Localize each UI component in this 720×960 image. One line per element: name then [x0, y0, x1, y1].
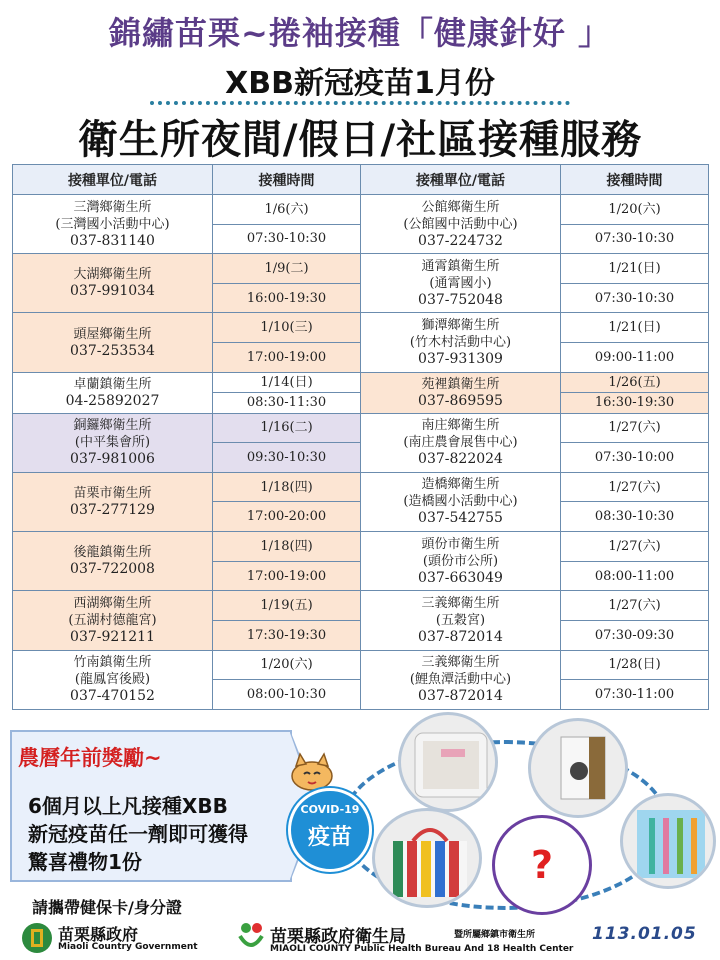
- table-header-row: [13, 165, 709, 195]
- unit-cell-left: [13, 591, 213, 650]
- covid-vaccine-badge: [288, 788, 372, 872]
- date-cell-right: 1/27(六): [561, 591, 709, 621]
- date-cell-right: 1/21(日): [561, 313, 709, 343]
- unit-cell-left: [13, 372, 213, 413]
- unit-venue: (竹木村活動中心): [409, 335, 512, 351]
- mystery-gift-question: ?: [492, 815, 592, 915]
- unit-venue: (通霄國小): [429, 275, 492, 291]
- promo-line-3: 驚喜禮物1份: [28, 850, 142, 874]
- vaccination-schedule-table: [12, 164, 709, 710]
- unit-name: 三義鄉衛生所: [421, 595, 500, 611]
- header-time-left: 接種時間: [213, 165, 361, 195]
- date-cell-left: 1/18(四): [213, 472, 361, 502]
- date-cell-right: 1/27(六): [561, 532, 709, 562]
- date-cell-left: 1/9(二): [213, 254, 361, 284]
- date-cell-left: 1/19(五): [213, 591, 361, 621]
- unit-phone: 037-253534: [70, 342, 155, 359]
- unit-venue: (公館國中活動中心): [403, 216, 518, 232]
- unit-name: 大湖鄉衛生所: [73, 267, 152, 283]
- time-cell-left: 08:30-11:30: [213, 393, 361, 414]
- dotted-divider: [150, 101, 570, 105]
- table-body: [13, 195, 709, 710]
- unit-phone: 037-872014: [418, 628, 503, 645]
- unit-phone: 037-752048: [418, 291, 503, 308]
- date-cell-left: 1/16(二): [213, 413, 361, 443]
- header-unit-left: 接種單位/電話: [13, 165, 213, 195]
- date-cell-right: 1/28(日): [561, 650, 709, 680]
- unit-name: 西湖鄉衛生所: [73, 595, 152, 611]
- time-cell-left: 16:00-19:30: [213, 283, 361, 313]
- promo-line-1: 6個月以上凡接種XBB: [28, 794, 228, 818]
- unit-cell-right: [361, 313, 561, 372]
- gift-bag-image: [372, 808, 482, 908]
- unit-venue: (鯉魚潭活動中心): [409, 672, 512, 688]
- time-cell-right: 07:30-11:00: [561, 680, 709, 710]
- government-name-en: Miaoli Country Government: [58, 942, 198, 952]
- unit-name: 卓蘭鎮衛生所: [73, 376, 152, 392]
- health-bureau-logo: [236, 920, 266, 954]
- county-government-logo: [20, 920, 54, 956]
- unit-venue: (三灣國小活動中心): [55, 216, 170, 232]
- time-cell-left: 17:00-19:00: [213, 343, 361, 373]
- unit-phone: 037-869595: [418, 392, 503, 409]
- unit-phone: 037-931309: [418, 351, 503, 368]
- unit-name: 頭份市衛生所: [421, 536, 500, 552]
- unit-phone: 037-277129: [70, 501, 155, 518]
- page-title-slogan: 錦繡苗栗~捲袖接種「健康針好 」: [109, 14, 611, 52]
- badge-top-text: COVID-19: [300, 803, 360, 816]
- unit-phone: 037-831140: [70, 232, 155, 249]
- unit-name: 南庄鄉衛生所: [421, 418, 500, 434]
- unit-cell-left: [13, 313, 213, 372]
- unit-cell-left: [13, 650, 213, 709]
- table-row: [13, 413, 709, 443]
- time-cell-left: 08:00-10:30: [213, 680, 361, 710]
- promo-title: 農曆年前獎勵~: [18, 746, 162, 770]
- bring-id-note: 請攜帶健保卡/身分證: [32, 898, 182, 917]
- header-time-right: 接種時間: [561, 165, 709, 195]
- unit-name: 銅鑼鄉衛生所: [73, 418, 152, 434]
- unit-phone: 037-991034: [70, 283, 155, 300]
- date-cell-left: 1/18(四): [213, 532, 361, 562]
- table-row: [13, 313, 709, 343]
- unit-venue: (中平集會所): [74, 435, 151, 451]
- table-row: [13, 532, 709, 562]
- unit-cell-right: [361, 254, 561, 313]
- time-cell-right: 07:30-10:30: [561, 224, 709, 254]
- unit-cell-left: [13, 472, 213, 531]
- unit-cell-right: [361, 195, 561, 254]
- unit-phone: 037-822024: [418, 451, 503, 468]
- gift-box-image: [528, 718, 628, 818]
- unit-name: 苗栗市衛生所: [73, 485, 152, 501]
- date-cell-right: 1/20(六): [561, 195, 709, 225]
- unit-phone: 037-921211: [70, 628, 155, 645]
- table-row: [13, 254, 709, 284]
- table-row: [13, 472, 709, 502]
- unit-name: 公館鄉衛生所: [421, 199, 500, 215]
- unit-cell-right: [361, 372, 561, 413]
- time-cell-left: 07:30-10:30: [213, 224, 361, 254]
- date-cell-right: 1/21(日): [561, 254, 709, 284]
- unit-venue: (五湖村德龍宮): [68, 612, 157, 628]
- unit-cell-left: [13, 532, 213, 591]
- unit-phone: 037-470152: [70, 688, 155, 705]
- date-cell-left: 1/14(日): [213, 372, 361, 393]
- unit-name: 造橋鄉衛生所: [421, 477, 500, 493]
- unit-name: 苑裡鎮衛生所: [421, 376, 500, 392]
- unit-name: 三灣鄉衛生所: [73, 199, 152, 215]
- unit-phone: 037-663049: [418, 569, 503, 586]
- unit-cell-left: [13, 413, 213, 472]
- date-cell-right: 1/26(五): [561, 372, 709, 393]
- unit-venue: (南庄農會展售中心): [403, 435, 518, 451]
- unit-cell-left: [13, 195, 213, 254]
- unit-name: 三義鄉衛生所: [421, 655, 500, 671]
- unit-name: 通霄鎮衛生所: [421, 258, 500, 274]
- unit-venue: (造橋國小活動中心): [403, 494, 518, 510]
- time-cell-right: 08:00-11:00: [561, 561, 709, 591]
- unit-cell-right: [361, 532, 561, 591]
- unit-phone: 037-872014: [418, 688, 503, 705]
- time-cell-right: 08:30-10:30: [561, 502, 709, 532]
- unit-venue: (五穀宮): [435, 612, 486, 628]
- table-row: [13, 195, 709, 225]
- health-bureau-name: 苗栗縣政府衛生局: [270, 927, 406, 947]
- unit-name: 頭屋鄉衛生所: [73, 326, 152, 342]
- gift-towel-image: [398, 712, 498, 812]
- date-cell-left: 1/10(三): [213, 313, 361, 343]
- unit-cell-right: [361, 472, 561, 531]
- date-cell-right: 1/27(六): [561, 472, 709, 502]
- time-cell-left: 09:30-10:30: [213, 443, 361, 473]
- gift-toothbrush-image: [620, 793, 716, 889]
- page-title-service: 衛生所夜間/假日/社區接種服務: [77, 117, 643, 163]
- unit-name: 竹南鎮衛生所: [73, 655, 152, 671]
- time-cell-left: 17:00-20:00: [213, 502, 361, 532]
- unit-venue: (頭份市公所): [422, 553, 499, 569]
- publish-date: 113.01.05: [592, 924, 697, 944]
- date-cell-left: 1/6(六): [213, 195, 361, 225]
- unit-phone: 037-722008: [70, 561, 155, 578]
- date-cell-right: 1/27(六): [561, 413, 709, 443]
- unit-cell-right: [361, 650, 561, 709]
- cat-mascot-icon: [288, 752, 336, 792]
- time-cell-right: 07:30-10:00: [561, 443, 709, 473]
- unit-venue: (龍鳳宮後殿): [74, 672, 151, 688]
- unit-cell-right: [361, 591, 561, 650]
- unit-name: 後龍鎮衛生所: [73, 545, 152, 561]
- time-cell-right: 07:30-09:30: [561, 620, 709, 650]
- promo-line-2: 新冠疫苗任一劑即可獲得: [28, 822, 248, 846]
- health-bureau-name-en: MIAOLI COUNTY Public Health Bureau And 18 Health Center: [270, 944, 574, 954]
- unit-phone: 037-542755: [418, 510, 503, 527]
- time-cell-right: 07:30-10:30: [561, 283, 709, 313]
- time-cell-right: 09:00-11:00: [561, 343, 709, 373]
- unit-cell-right: [361, 413, 561, 472]
- unit-phone: 037-981006: [70, 451, 155, 468]
- date-cell-left: 1/20(六): [213, 650, 361, 680]
- government-name: 苗栗縣政府: [58, 925, 139, 944]
- unit-cell-left: [13, 254, 213, 313]
- table-row: [13, 650, 709, 680]
- time-cell-right: 16:30-19:30: [561, 393, 709, 414]
- time-cell-left: 17:00-19:00: [213, 561, 361, 591]
- time-cell-left: 17:30-19:30: [213, 620, 361, 650]
- badge-bottom-text: 疫苗: [307, 825, 352, 850]
- page-title-vaccine: XBB新冠疫苗1月份: [225, 66, 495, 101]
- unit-phone: 037-224732: [418, 232, 503, 249]
- table-row: [13, 372, 709, 393]
- unit-phone: 04-25892027: [65, 392, 160, 409]
- table-row: [13, 591, 709, 621]
- header-unit-right: 接種單位/電話: [361, 165, 561, 195]
- unit-name: 獅潭鄉衛生所: [421, 318, 500, 334]
- health-bureau-sub: 暨所屬鄉鎮市衛生所: [454, 930, 536, 940]
